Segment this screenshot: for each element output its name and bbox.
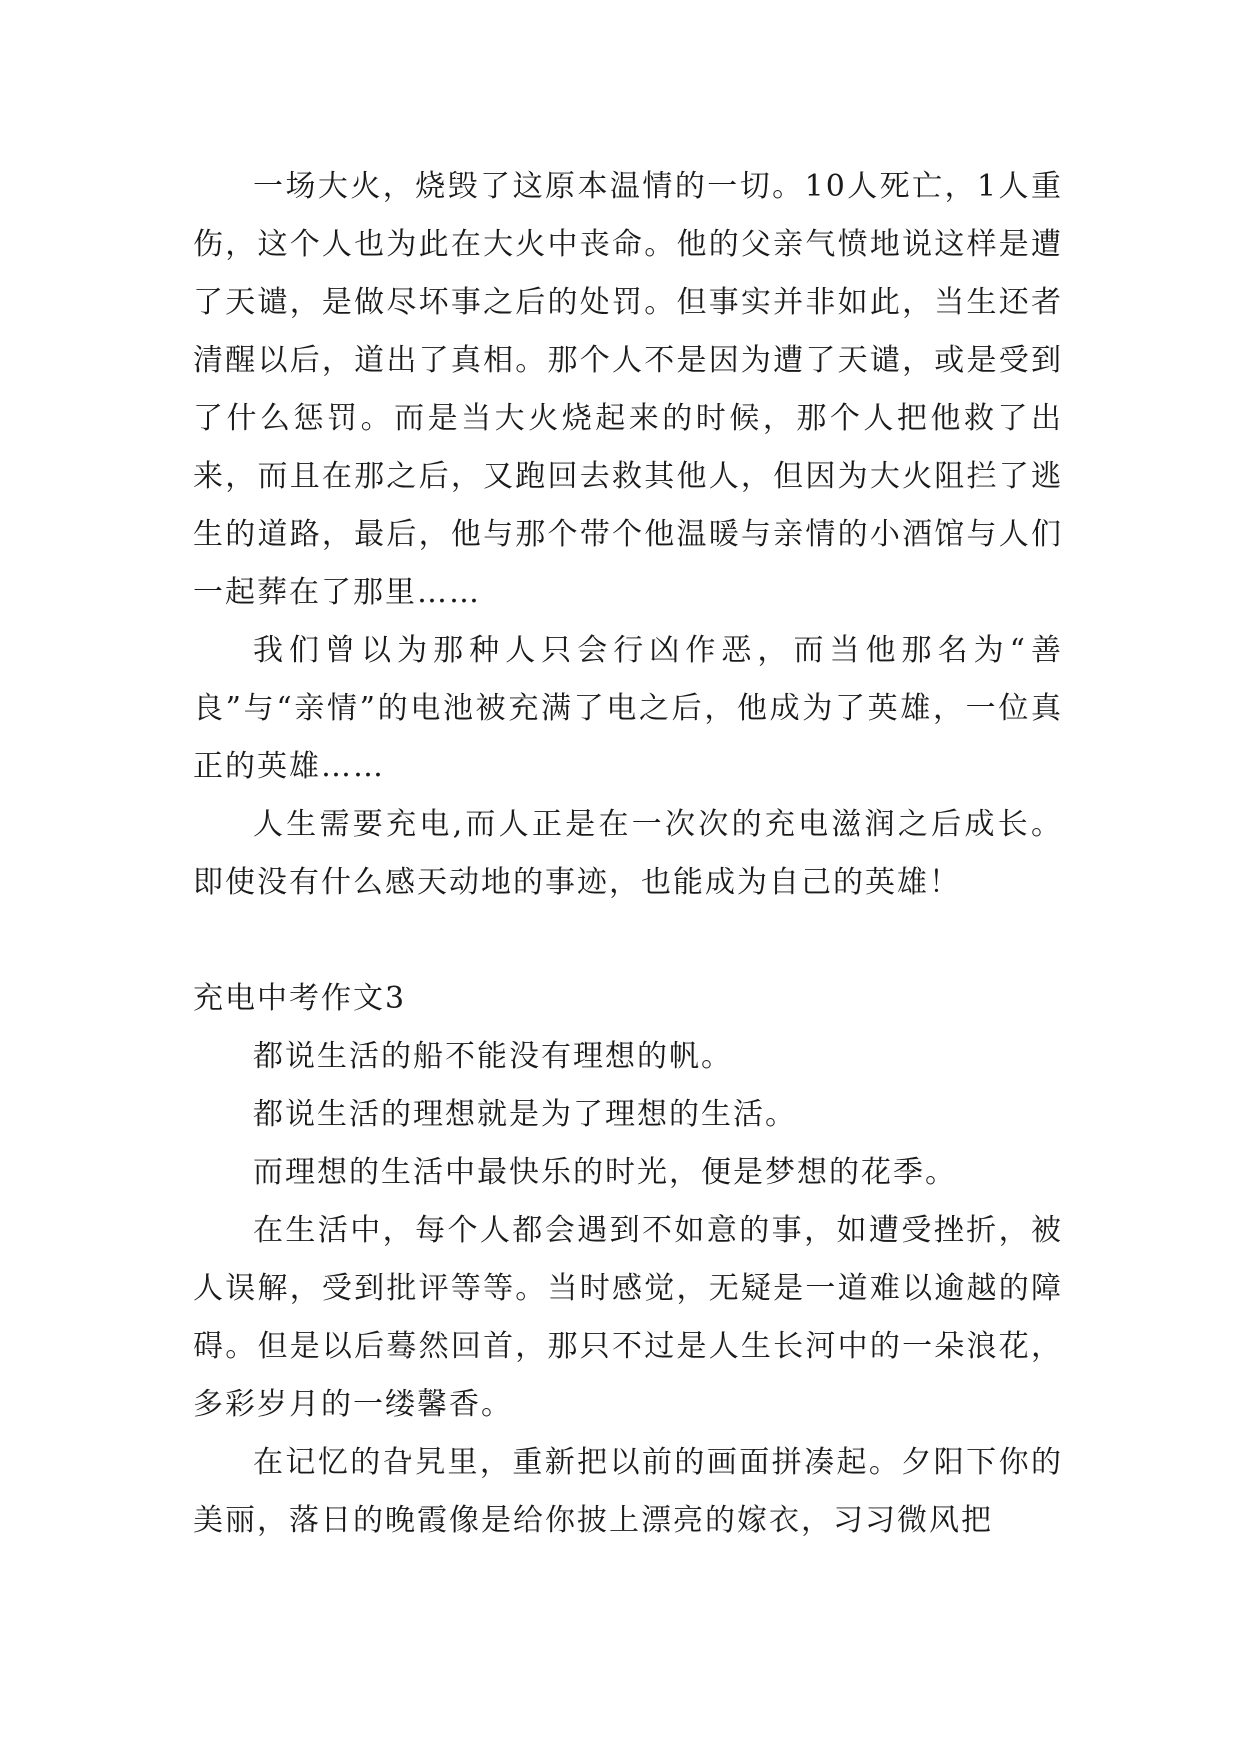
document-body [193, 158, 1063, 1550]
paragraph-memory: 在记忆的旮旯里，重新把以前的画面拼凑起。夕阳下你的美丽，落日的晚霞像是给你披上漂亮的嫁衣，习习微风把 [193, 1445, 1063, 1538]
paragraph-ideal-life: 都说生活的理想就是为了理想的生活。 [253, 1097, 797, 1132]
paragraph-hero: 我们曾以为那种人只会行凶作恶，而当他那名为“善良”与“亲情”的电池被充满了电之后，他成为了英雄，一位真正的英雄…… [193, 633, 1063, 784]
paragraph-dream-season: 而理想的生活中最快乐的时光，便是梦想的花季。 [253, 1155, 957, 1190]
blank-line [193, 912, 1063, 970]
section-title: 充电中考作文3 [193, 981, 407, 1016]
paragraph-fire: 一场大火，烧毁了这原本温情的一切。10人死亡，1人重伤，这个人也为此在大火中丧命。他的父亲气愤地说这样是遭了天谴，是做尽坏事之后的处罚。但事实并非如此，当生还者清醒以后，道出了真相。那个人不是因为遭了天谴，或是受到了什么惩罚。而是当大火烧起来的时候，那个人把他救了出来，而且在那之后，又跑回去救其他人，但因为大火阻拦了逃生的道路，最后，他与那个带个他温暖与亲情的小酒馆与人们一起葬在了那里…… [193, 169, 1063, 610]
paragraph-sail: 都说生活的船不能没有理想的帆。 [253, 1039, 733, 1074]
paragraph-recharge: 人生需要充电,而人正是在一次次的充电滋润之后成长。即使没有什么感天动地的事迹，也能成为自己的英雄！ [193, 807, 1063, 900]
paragraph-setbacks: 在生活中，每个人都会遇到不如意的事，如遭受挫折，被人误解，受到批评等等。当时感觉，无疑是一道难以逾越的障碍。但是以后蓦然回首，那只不过是人生长河中的一朵浪花，多彩岁月的一缕馨香。 [193, 1213, 1063, 1422]
